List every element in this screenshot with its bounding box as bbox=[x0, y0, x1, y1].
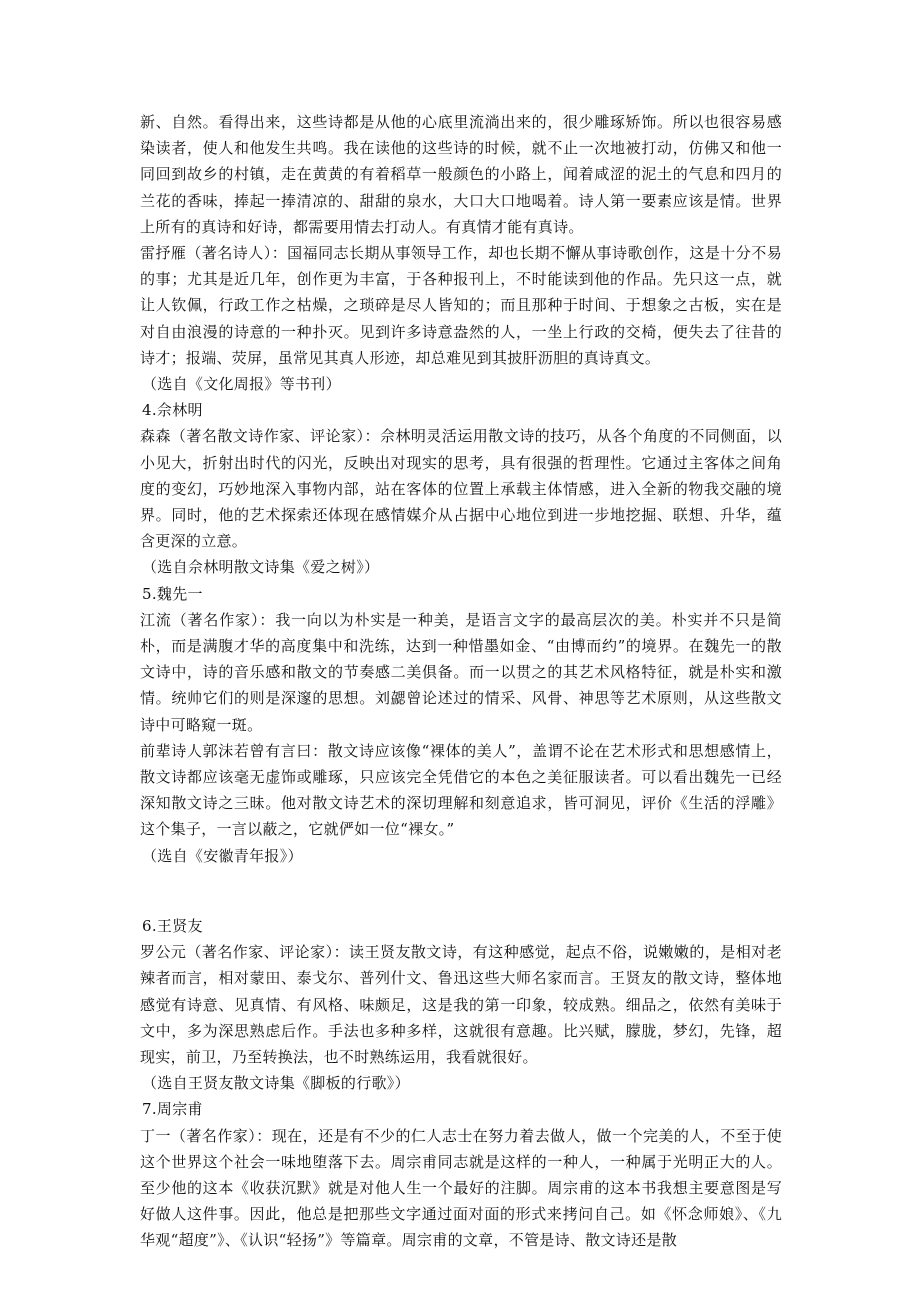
source-note: （选自《安徽青年报》） bbox=[142, 846, 303, 865]
section-heading: 6.王贤友 bbox=[142, 916, 203, 935]
source-note: （选自佘林明散文诗集《爱之树》） bbox=[142, 558, 380, 577]
source-note: （选自王贤友散文诗集《脚板的行歌》） bbox=[142, 1074, 410, 1093]
blank-gap bbox=[140, 869, 782, 913]
section-heading: 5.魏先一 bbox=[142, 584, 203, 603]
paragraph: 江流（著名作家）：我一向以为朴实是一种美，是语言文字的最高层次的美。朴实并不只是简朴，而是满腹才华的高度集中和洗练，达到一种惜墨如金、“由博而约”的境界。在魏先一的散文诗中，诗的音乐感和散文的节奏感二美俱备。而一以贯之的其艺术风格特征，就是朴实和激情。统帅它们的则是深邃的思想。刘勰曾论述过的情采、风骨、神思等艺术原则，从这些散文诗中可略窥一斑。 bbox=[140, 610, 782, 734]
paragraph: 新、自然。看得出来，这些诗都是从他的心底里流淌出来的，很少雕琢矫饰。所以也很容易感染读者，使人和他发生共鸣。我在读他的这些诗的时候，就不止一次地被打动，仿佛又和他一同回到故乡的村镇，走在黄黄的有着稻草一般颜色的小路上，闻着咸涩的泥土的气息和四月的兰花的香味，捧起一捧清凉的、甜甜的泉水，大口大口地喝着。诗人第一要素应该是情。世界上所有的真诗和好诗，都需要用情去打动人。有真情才能有真诗。 bbox=[140, 113, 782, 236]
document-page bbox=[140, 109, 782, 1254]
section-heading: 4.佘林明 bbox=[142, 401, 203, 420]
section-heading: 7.周宗甫 bbox=[142, 1100, 203, 1119]
paragraph: 罗公元（著名作家、评论家）：读王贤友散文诗，有这种感觉，起点不俗，说嫩嫩的，是相对老辣者而言，相对蒙田、泰戈尔、普列什文、鲁迅这些大师名家而言。王贤友的散文诗，整体地感觉有诗意、见真情、有风格、味颇足，这是我的第一印象，较成熟。细品之，依然有美味于文中，多为深思熟虑后作。手法也多种多样，这就很有意趣。比兴赋，朦胧，梦幻，先锋，超现实，前卫，乃至转换法，也不时熟练运用，我看就很好。 bbox=[140, 943, 782, 1066]
paragraph: 雷抒雁（著名诗人）：国福同志长期从事领导工作，却也长期不懈从事诗歌创作，这是十分不易的事；尤其是近几年，创作更为丰富，于各种报刊上，不时能读到他的作品。先只这一点，就让人钦佩，行政工作之枯燥，之琐碎是尽人皆知的；而且那种于时间、于想象之古板，实在是对自由浪漫的诗意的一种扑灭。见到许多诗意盎然的人，一坐上行政的交椅，便失去了往昔的诗才；报端、荧屏，虽常见其真人形迹，却总难见到其披肝沥胆的真诗真文。 bbox=[140, 244, 782, 367]
paragraph: 前辈诗人郭沫若曾有言曰：散文诗应该像“裸体的美人”，盖谓不论在艺术形式和思想感情上，散文诗都应该毫无虚饰或雕琢，只应该完全凭借它的本色之美征服读者。可以看出魏先一已经深知散文诗之三昧。他对散文诗艺术的深切理解和刻意追求，皆可洞见，评价《生活的浮雕》这个集子，一言以蔽之，它就俨如一位“裸女。” bbox=[140, 741, 782, 839]
paragraph: 森森（著名散文诗作家、评论家）：佘林明灵活运用散文诗的技巧，从各个角度的不同侧面，以小见大，折射出时代的闪光，反映出对现实的思考，具有很强的哲理性。它通过主客体之间角度的变幻，巧妙地深入事物内部，站在客体的位置上承载主体情感，进入全新的物我交融的境界。同时，他的艺术探索还体现在感情媒介从占据中心地位到进一步地挖掘、联想、升华，蕴含更深的立意。 bbox=[140, 427, 782, 551]
source-note: （选自《文化周报》等书刊） bbox=[142, 375, 341, 394]
paragraph: 丁一（著名作家）：现在，还是有不少的仁人志士在努力着去做人，做一个完美的人，不至于使这个世界这个社会一味地堕落下去。周宗甫同志就是这样的一种人，一种属于光明正大的人。至少他的这本《收获沉默》就是对他人生一个最好的注脚。周宗甫的这本书我想主要意图是写好做人这件事。因此，他总是把那些文字通过面对面的形式来拷问自己。如《怀念师娘》、《九华观“超度”》、《认识“轻扬”》等篇章。周宗甫的文章，不管是诗、散文诗还是散 bbox=[140, 1126, 782, 1250]
